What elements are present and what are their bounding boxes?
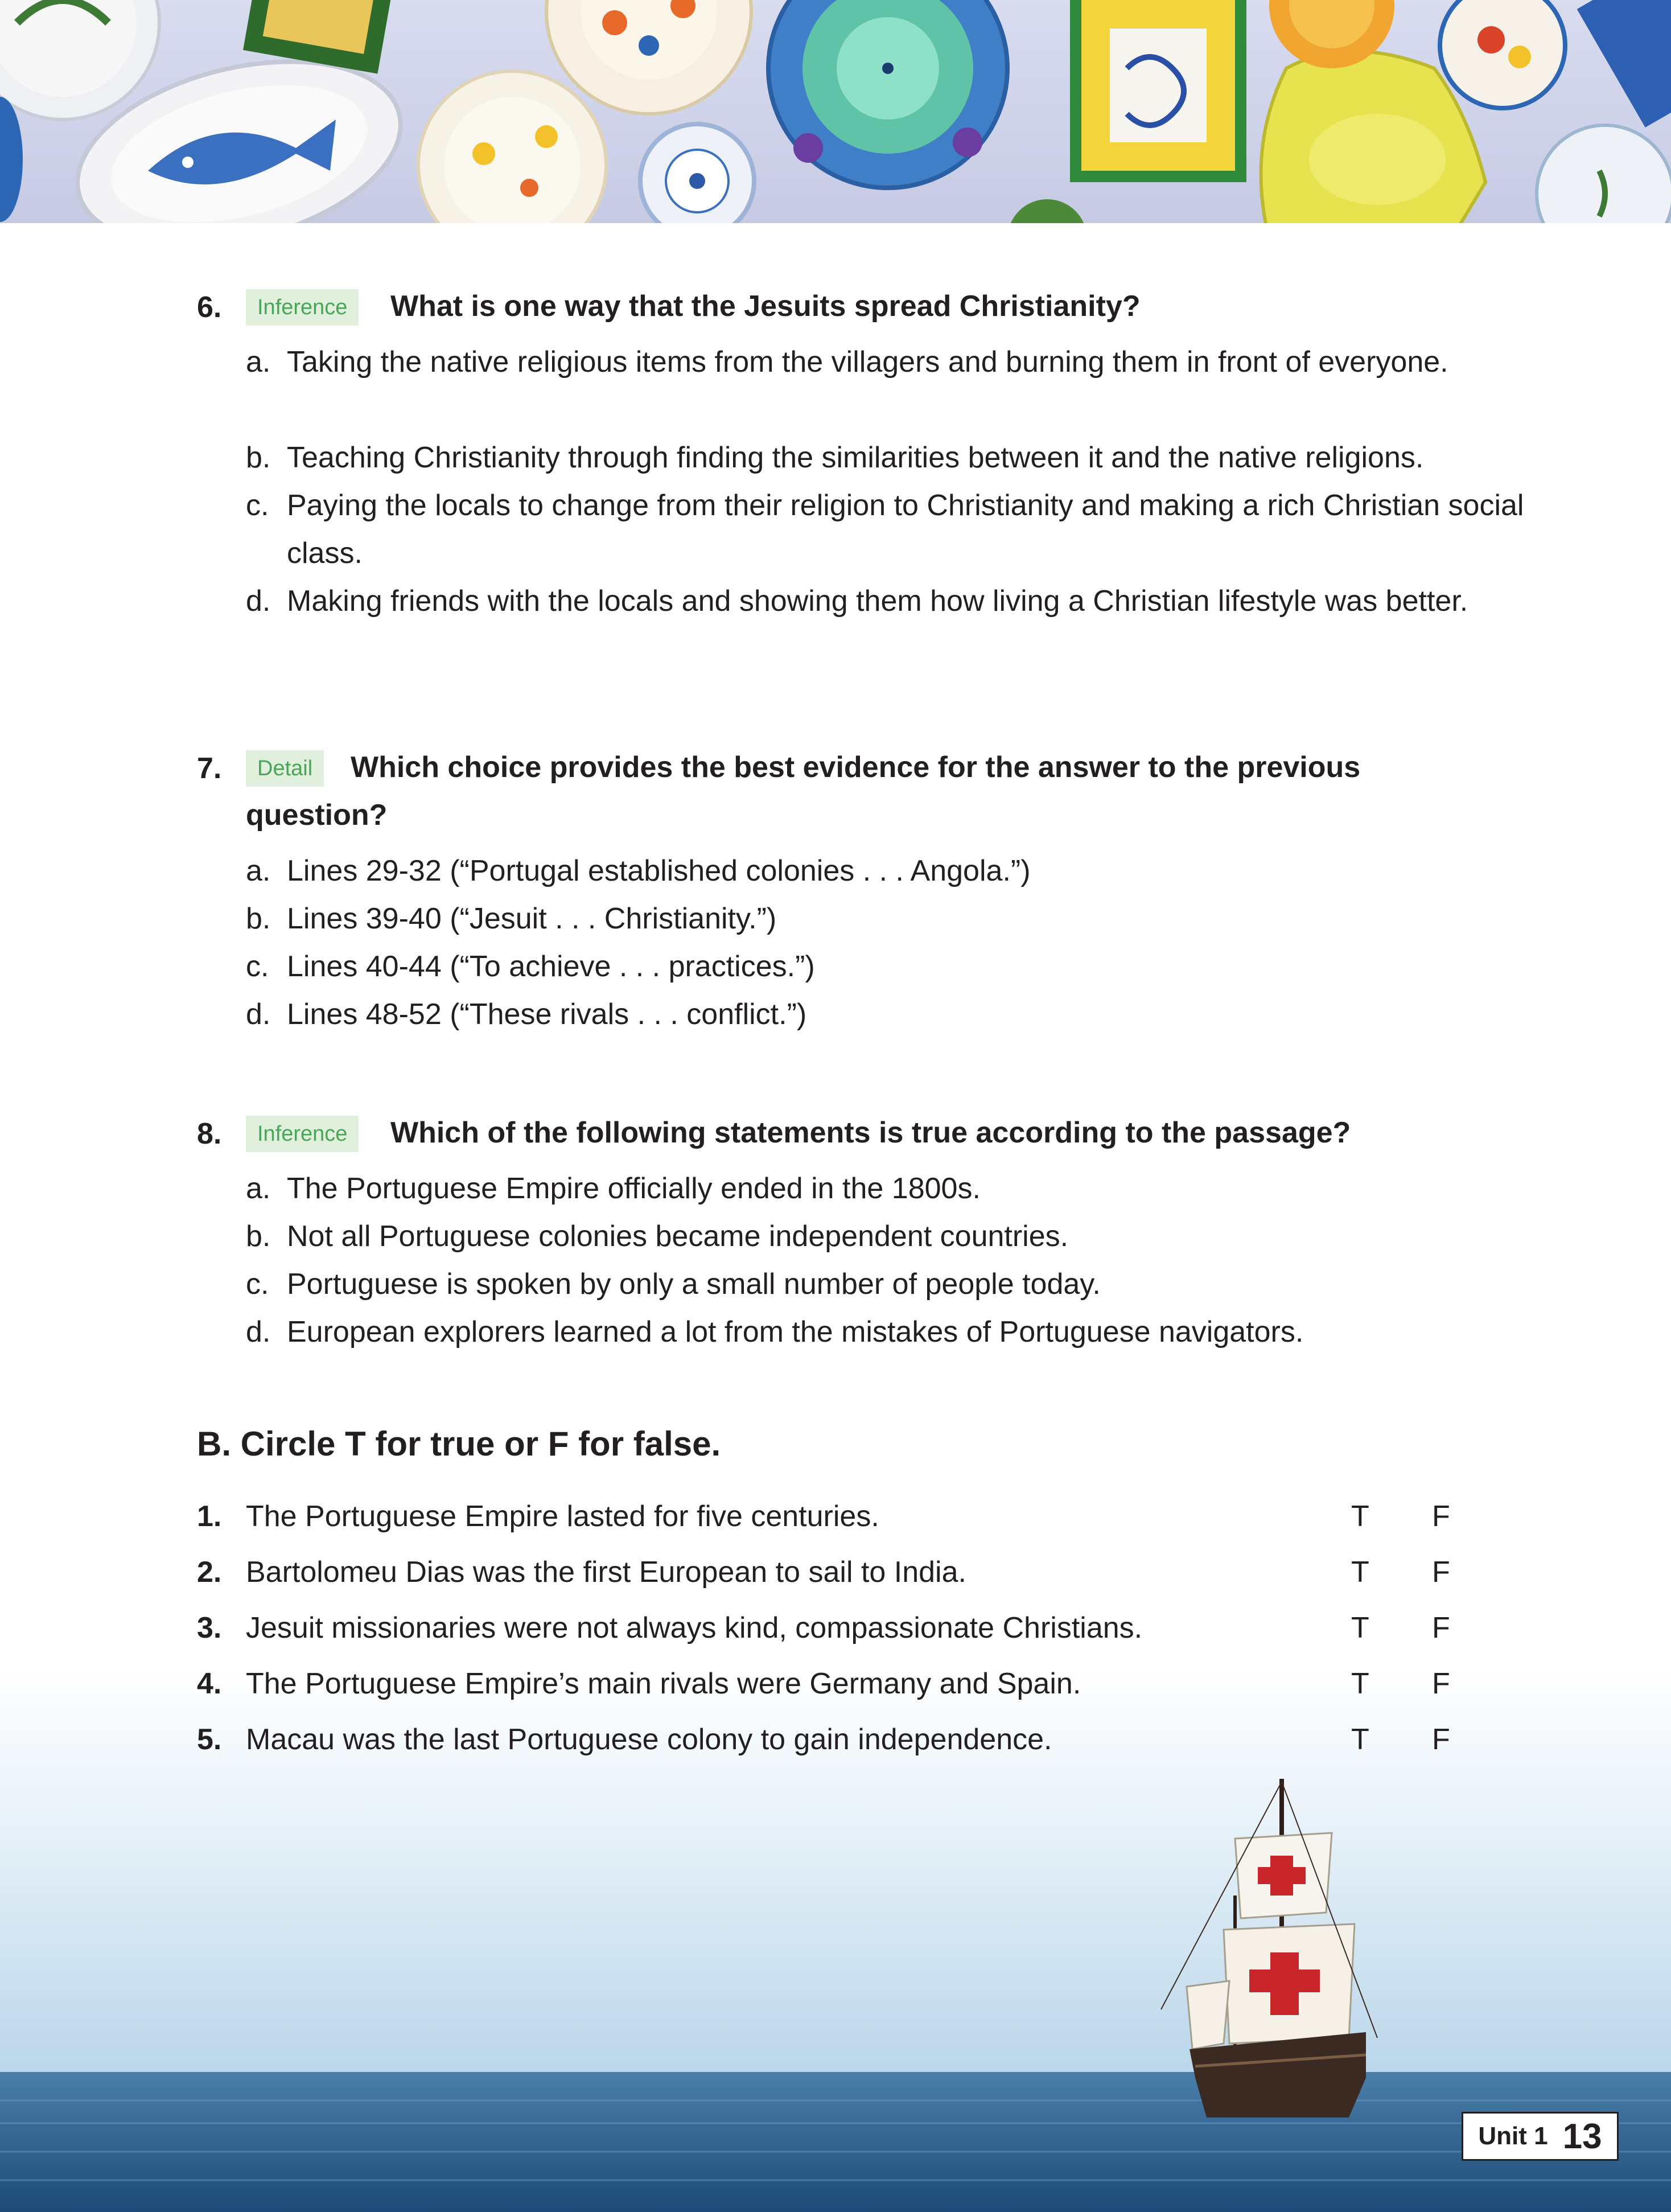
option-letter: a.	[246, 1172, 271, 1205]
true-option[interactable]: T	[1351, 1556, 1369, 1589]
option-text: Taking the native religious items from the villagers and burning them in front of everyone.	[287, 346, 1448, 379]
banner-plates-image	[0, 0, 1671, 223]
answer-option-c[interactable]	[246, 482, 1526, 577]
question-text: Which choice provides the best evidence for the answer to the previous question?	[246, 751, 1361, 832]
statement-number: 5.	[197, 1723, 222, 1756]
unit-label: Unit 1	[1478, 2122, 1548, 2150]
statement-number: 4.	[197, 1667, 222, 1700]
true-option[interactable]: T	[1351, 1723, 1369, 1756]
answer-option-c[interactable]	[246, 1260, 1526, 1308]
true-option[interactable]: T	[1351, 1667, 1369, 1700]
option-text: Lines 39-40 (“Jesuit . . . Christianity.”)	[287, 902, 777, 935]
statement-text: Jesuit missionaries were not always kind, compassionate Christians.	[246, 1611, 1143, 1644]
option-letter: c.	[246, 489, 269, 522]
false-option[interactable]: F	[1432, 1611, 1450, 1644]
true-option[interactable]: T	[1351, 1500, 1369, 1533]
option-text: Lines 29-32 (“Portugal established colonies . . . Angola.”)	[287, 854, 1031, 887]
option-text: Lines 40-44 (“To achieve . . . practices.”)	[287, 950, 815, 983]
answer-option-a[interactable]	[246, 847, 1526, 895]
option-letter: b.	[246, 441, 271, 474]
option-text: Portuguese is spoken by only a small number of people today.	[287, 1268, 1101, 1301]
option-text: European explorers learned a lot from the mistakes of Portuguese navigators.	[287, 1315, 1304, 1348]
page-number-box	[1462, 2112, 1619, 2161]
question-text: Which of the following statements is true according to the passage?	[390, 1116, 1351, 1149]
tf-statement-3	[0, 1611, 1671, 1662]
question-number: 7.	[197, 752, 222, 785]
option-text: Teaching Christianity through finding the similarities between it and the native religions.	[287, 441, 1424, 474]
statement-number: 1.	[197, 1500, 222, 1533]
statement-number: 3.	[197, 1611, 222, 1644]
option-letter: a.	[246, 346, 271, 379]
section-b-title: B. Circle T for true or F for false.	[197, 1425, 721, 1463]
page-number: 13	[1562, 2116, 1602, 2156]
statement-text: The Portuguese Empire lasted for five centuries.	[246, 1500, 879, 1533]
statement-text: Macau was the last Portuguese colony to gain independence.	[246, 1723, 1052, 1756]
tf-statement-1	[0, 1499, 1671, 1551]
option-letter: d.	[246, 998, 271, 1031]
answer-option-a[interactable]	[246, 1165, 1526, 1212]
answer-option-b[interactable]	[246, 434, 1526, 482]
question-number: 8.	[197, 1117, 222, 1150]
option-text: Making friends with the locals and showing them how living a Christian lifestyle was better.	[287, 585, 1468, 618]
option-letter: a.	[246, 854, 271, 887]
answer-option-d[interactable]	[246, 577, 1526, 625]
answer-option-a[interactable]	[246, 338, 1526, 386]
false-option[interactable]: F	[1432, 1556, 1450, 1589]
question-type-badge: Inference	[246, 289, 359, 326]
option-letter: c.	[246, 950, 269, 983]
question-text: What is one way that the Jesuits spread Christianity?	[390, 290, 1141, 323]
answer-option-c[interactable]	[246, 943, 1526, 990]
plates-illustration	[0, 0, 1671, 223]
option-letter: d.	[246, 1315, 271, 1348]
question-type-badge: Inference	[246, 1116, 359, 1152]
statement-text: Bartolomeu Dias was the first European to sail to India.	[246, 1556, 966, 1589]
false-option[interactable]: F	[1432, 1500, 1450, 1533]
true-option[interactable]: T	[1351, 1611, 1369, 1644]
answer-option-b[interactable]	[246, 895, 1526, 943]
option-letter: d.	[246, 585, 271, 618]
answer-option-d[interactable]	[246, 1308, 1526, 1356]
statement-text: The Portuguese Empire’s main rivals were Germany and Spain.	[246, 1667, 1081, 1700]
question-number: 6.	[197, 291, 222, 324]
option-text: Not all Portuguese colonies became independent countries.	[287, 1220, 1069, 1253]
answer-option-d[interactable]	[246, 990, 1526, 1038]
false-option[interactable]: F	[1432, 1667, 1450, 1700]
option-text: Lines 48-52 (“These rivals . . . conflict.”)	[287, 998, 807, 1031]
tf-statement-4	[0, 1667, 1671, 1718]
tf-statement-5	[0, 1722, 1671, 1774]
statement-number: 2.	[197, 1556, 222, 1589]
option-text: The Portuguese Empire officially ended in the 1800s.	[287, 1172, 981, 1205]
option-letter: b.	[246, 1220, 271, 1253]
option-letter: b.	[246, 902, 271, 935]
option-letter: c.	[246, 1268, 269, 1301]
tf-statement-2	[0, 1555, 1671, 1606]
option-text: Paying the locals to change from their religion to Christianity and making a rich Christian social class.	[287, 489, 1524, 570]
answer-option-b[interactable]	[246, 1212, 1526, 1260]
question-type-badge: Detail	[246, 750, 324, 787]
false-option[interactable]: F	[1432, 1723, 1450, 1756]
